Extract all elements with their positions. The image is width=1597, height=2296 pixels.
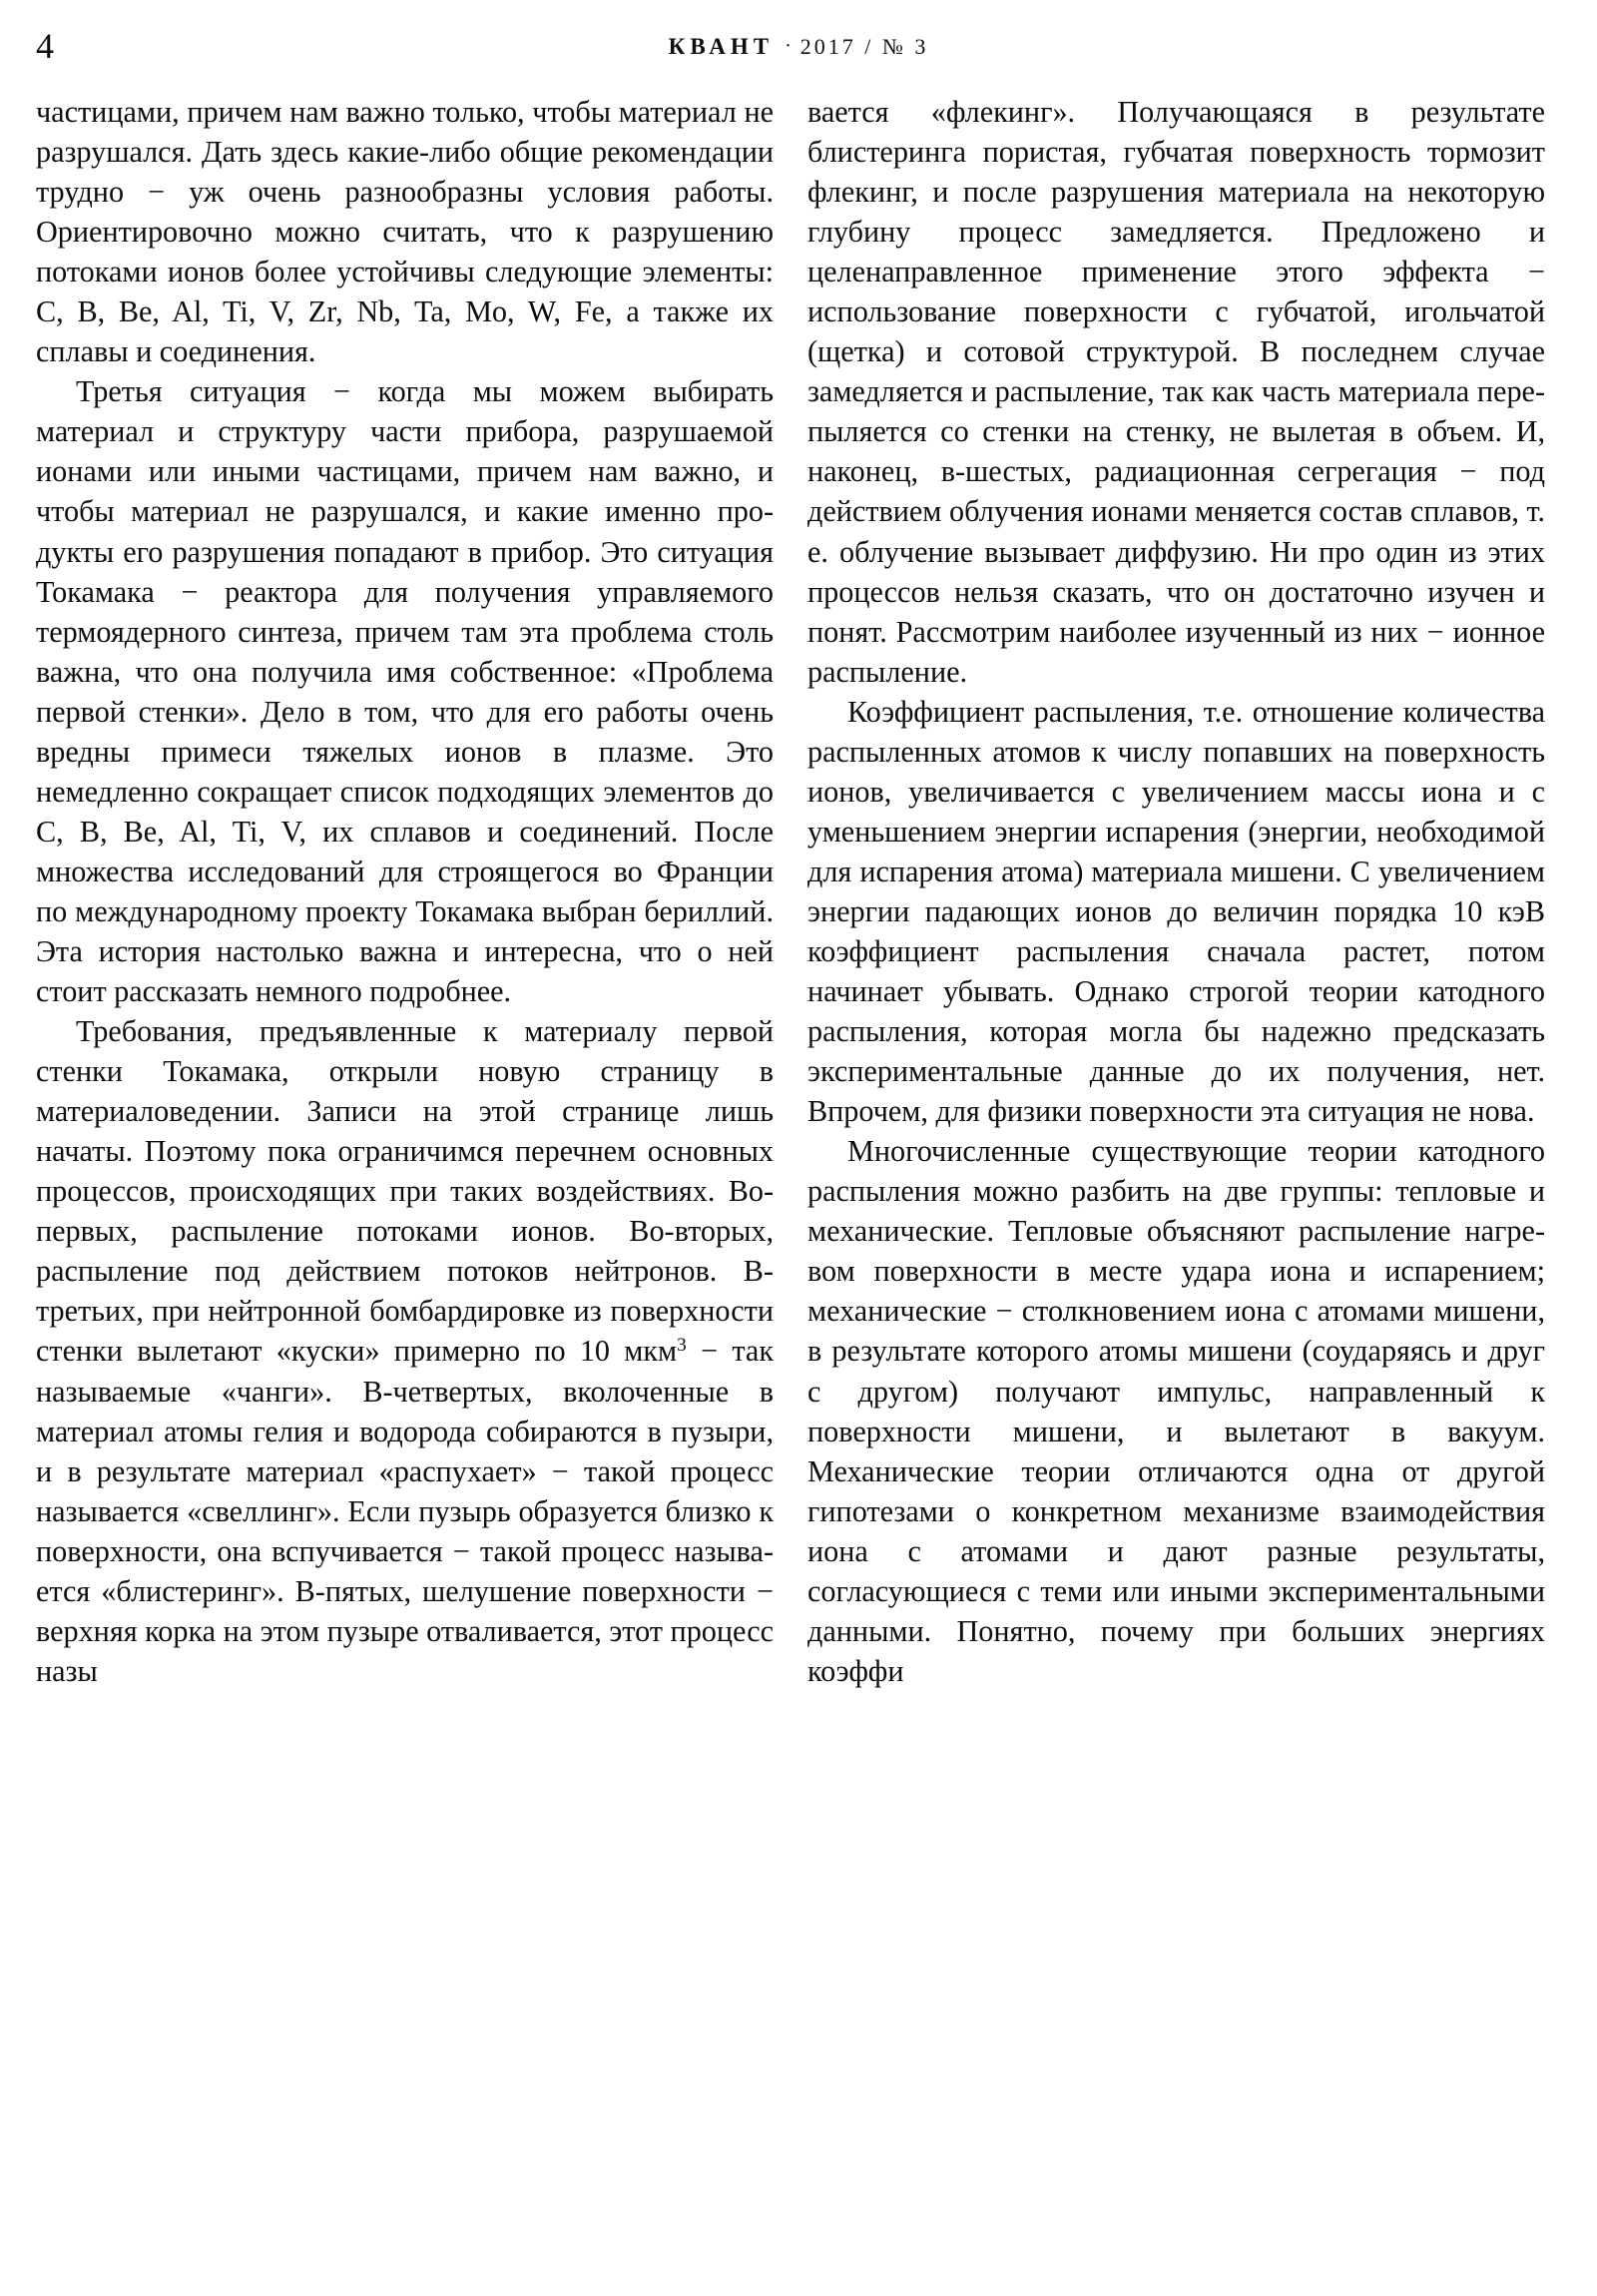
running-head xyxy=(0,20,1597,72)
paragraph-requirements-part1: Требования, предъявленные к материалу первой стенки Токамака, открыли новую страницу в материаловедении. Записи на этой странице лишь начаты. Поэтому пока ограничимся перечнем основных процессов, происходящих при таких воздействиях. Во-первых, распыление потоками ионов. Во-вторых, распыление под действием потоков нейтронов. В-третьих, при нейтронной бомбардировке из поверхности стенки вылетают «куски» примерно по 10 мкм xyxy=(36,1014,774,1369)
cubic-micrometre-exponent: 3 xyxy=(677,1335,687,1357)
paragraph-sputtering-theories: Многочисленные существующие теории катодного распыления можно разбить на две группы: тепловые и механические. Тепловые объясняют распыление нагревом поверхности в месте удара иона и испарением; механические − столкновением иона с атомами мишени, в результате которого атомы мишени (соударяясь и друг с другом) получают импульс, направленный к поверхности мишени, и вылетают в вакуум. Механические теории отличаются одна от другой гипотезами о конкретном механизме взаимодействия иона с атомами и дают разные результаты, согласующиеся с теми или иными экспериментальными данными. Понятно, почему при больших энергиях коэффи xyxy=(807,1134,1545,1688)
issue-label: 2017 / № 3 xyxy=(799,34,929,59)
journal-title: КВАНТ xyxy=(668,34,775,59)
right-column xyxy=(807,92,1545,1691)
running-head-separator: · xyxy=(785,35,792,57)
running-head-center xyxy=(0,20,1597,73)
paragraph-particles-continuation: частицами, причем нам важно только, чтобы материал не разрушался. Дать здесь какие-либо общие рекомендации трудно − уж очень разнообразны условия работы. Ориентировочно можно считать, что к разрушению потоками ионов более устойчивы следующие элементы: C, B, Be, Al, Ti, V, Zr, Nb, Ta, Mo, W, Fe, а также их сплавы и соединения. xyxy=(36,95,774,369)
paragraph-requirements-part2: − так называемые «чанги». В-четвертых, вколоченные в материал атомы гелия и водорода собираются в пузыри, и в результате материал «распухает» − такой процесс называется «свеллинг». Если пузырь образуется близко к поверхности, она вспучивается − такой процесс называется «блистеринг». В-пятых, шелушение поверхности − верхняя корка на этом пузыре отваливается, этот процесс назы xyxy=(36,1334,774,1688)
paragraph-first-wall-requirements xyxy=(36,1011,774,1691)
paragraph-sputtering-coefficient: Коэффициент распыления, т.е. отношение количества распыленных атомов к числу попавших на поверхность ионов, увеличивается с увеличением массы иона и с уменьшением энергии испарения (энергии, необходимой для испарения атома) материала мишени. С увеличением энергии падающих ионов до величин порядка 10 кэВ коэффициент распыления сначала растет, потом начинает убывать. Однако строгой теории катодного распыления, которая могла бы надежно предсказать экспериментальные данные до их получения, нет. Впрочем, для физики поверхности эта ситуация не нова. xyxy=(807,694,1545,1129)
left-column xyxy=(36,92,774,1691)
two-column-body xyxy=(36,92,1545,2248)
page-number: 4 xyxy=(36,26,54,66)
paragraph-flaking-continuation: вается «флекинг». Получающаяся в результате блистеринга пористая, губчатая поверхность тормозит флекинг, и после разрушения материала на некоторую глубину процесс замедляется. Предложено и целенаправленное применение этого эффекта − использование поверхности с губчатой, игольчатой (щетка) и сотовой структурой. В последнем случае замедляется и распыление, так как часть материала перепыляется со стенки на стенку, не вылетая в объем. И, наконец, в-шестых, радиационная сегрегация − под действием облучения ионами меняется состав сплавов, т. е. облучение вызывает диффузию. Ни про один из этих процессов нельзя сказать, что он достаточно изучен и понят. Рассмотрим наиболее изученный из них − ионное распыление. xyxy=(807,95,1545,689)
paragraph-third-situation: Третья ситуация − когда мы можем выбирать материал и структуру части прибора, разрушаемой ионами или иными частицами, причем нам важно, и чтобы материал не разрушался, и какие именно продукты его разрушения попадают в прибор. Это ситуация Токамака − реактора для получения управляемого термоядерного синтеза, причем там эта проблема столь важна, что она получила имя собственное: «Проблема первой стенки». Дело в том, что для его работы очень вредны примеси тяжелых ионов в плазме. Это немедленно сокращает список подходящих элементов до C, B, Be, Al, Ti, V, их сплавов и соединений. После множества исследований для строящегося во Франции по международному проекту Токамака выбран бериллий. Эта история настолько важна и интересна, что о ней стоит рассказать немного подробнее. xyxy=(36,374,774,1009)
